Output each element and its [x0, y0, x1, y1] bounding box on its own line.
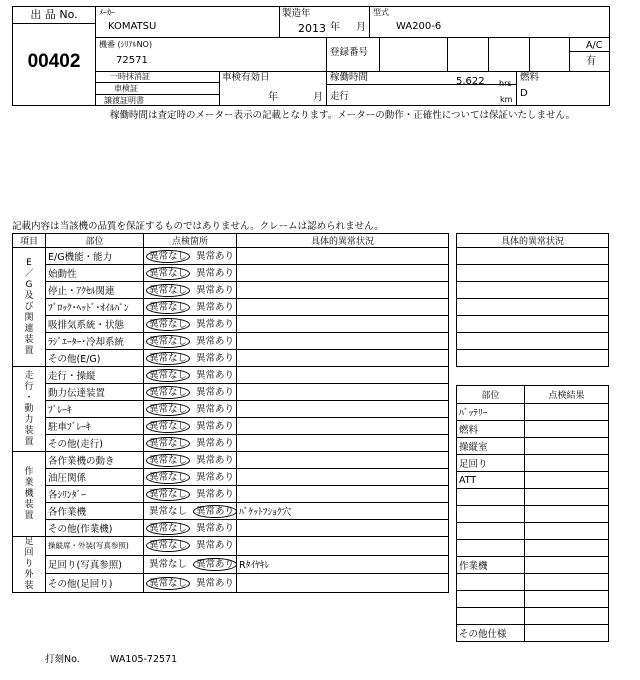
detail-cell — [237, 537, 449, 556]
part-cell: 駐車ﾌﾞﾚｰｷ — [46, 418, 144, 435]
detail-cell — [237, 265, 449, 282]
model-label: 型式 — [373, 8, 389, 17]
results-part-cell — [457, 540, 525, 557]
blank-cell — [457, 265, 609, 282]
detail-cell — [237, 384, 449, 401]
maker-divider — [279, 6, 280, 37]
status-abnormal: 異常あり — [196, 267, 235, 279]
status-normal: 異常なし — [146, 352, 190, 365]
status-cell — [144, 248, 237, 265]
table-row — [457, 608, 609, 625]
status-normal: 異常なし — [149, 558, 188, 570]
table-row — [457, 333, 609, 350]
category-char: 行 — [24, 381, 34, 392]
category-char: 力 — [24, 414, 34, 425]
cert-3: 譲渡証明書 — [104, 96, 144, 105]
part-cell: その他(足回り) — [46, 574, 144, 593]
lot-label: 出 品 No. — [30, 8, 78, 21]
status-abnormal: 異常あり — [193, 505, 236, 518]
part-cell: 吸排気系統・状態 — [46, 316, 144, 333]
cert-1: 一時抹消証 — [110, 72, 150, 81]
status-normal: 異常なし — [146, 369, 190, 382]
table-row — [457, 316, 609, 333]
table-row — [457, 350, 609, 367]
status-normal: 異常なし — [146, 522, 190, 535]
table-row — [457, 299, 609, 316]
table-row — [457, 421, 609, 438]
status-normal: 異常なし — [146, 386, 190, 399]
results-part-cell — [457, 523, 525, 540]
serial-value: 72571 — [116, 55, 148, 66]
status-cell — [144, 469, 237, 486]
model-value: WA200-6 — [396, 21, 442, 32]
category-char: E — [26, 257, 32, 268]
part-cell: E/G機能・能力 — [46, 248, 144, 265]
status-abnormal: 異常あり — [196, 335, 235, 347]
results-value-cell — [525, 472, 609, 489]
status-cell — [144, 333, 237, 350]
results-part-cell: ﾊﾞｯﾃﾘｰ — [457, 404, 525, 421]
reg-divider — [326, 37, 327, 71]
detail-cell — [237, 520, 449, 537]
reg-box-4 — [529, 37, 530, 71]
table-row — [457, 404, 609, 421]
status-cell — [144, 486, 237, 503]
status-normal: 異常なし — [146, 267, 190, 280]
ac-label: A/C — [586, 40, 603, 51]
status-abnormal: 異常あり — [196, 250, 235, 262]
table-row — [13, 469, 449, 486]
hours-note: 稼働時間は査定時のメーター表示の記載となります。メーターの動作・正確性については保証いたしません。 — [110, 110, 576, 121]
status-normal: 異常なし — [146, 284, 190, 297]
category-char: 機 — [24, 488, 34, 499]
results-part-cell: その他仕様 — [457, 625, 525, 642]
results-part-cell — [457, 591, 525, 608]
table-row — [457, 282, 609, 299]
maker-value: KOMATSU — [108, 21, 157, 32]
category-char: 回 — [24, 548, 34, 558]
results-value-cell — [525, 625, 609, 642]
table-row — [457, 574, 609, 591]
status-abnormal: 異常あり — [196, 454, 235, 466]
year-label: 製造年 — [282, 8, 311, 19]
table-row — [457, 523, 609, 540]
year-value: 2013 — [298, 22, 326, 35]
stamp-value: WA105-72571 — [110, 654, 178, 665]
table-row — [457, 625, 609, 642]
category-char: G — [25, 279, 33, 290]
month-unit: 月 — [356, 22, 366, 33]
category-char: 装 — [24, 425, 34, 436]
status-abnormal: 異常あり — [196, 437, 235, 449]
detail-cell — [237, 435, 449, 452]
category-label — [13, 452, 46, 537]
status-abnormal: 異常あり — [196, 284, 235, 296]
status-cell — [144, 435, 237, 452]
part-cell: その他(E/G) — [46, 350, 144, 367]
disclaimer: 記載内容は当該機の品質を保証するものではありません。クレームは認められません。 — [12, 221, 384, 232]
hours-line — [326, 84, 516, 85]
fuel-value: D — [520, 88, 528, 99]
results-value-cell — [525, 574, 609, 591]
category-char: 連 — [24, 323, 34, 334]
results-part-cell — [457, 489, 525, 506]
status-abnormal: 異常あり — [196, 540, 235, 552]
detail-cell — [237, 574, 449, 593]
table-row — [457, 591, 609, 608]
table-row — [457, 248, 609, 265]
status-normal: 異常なし — [146, 318, 190, 331]
part-cell: 各作業機 — [46, 503, 144, 520]
status-cell — [144, 537, 237, 556]
year-divider — [369, 6, 370, 37]
status-normal: 異常なし — [146, 301, 190, 314]
category-char: び — [24, 301, 34, 312]
right-detail-table — [456, 233, 609, 367]
status-normal: 異常なし — [146, 437, 190, 450]
status-cell — [144, 452, 237, 469]
table-row — [13, 452, 449, 469]
category-char: ・ — [24, 392, 34, 403]
cert-line-1 — [96, 82, 219, 83]
inspect-label: 車検有効日 — [222, 72, 270, 83]
part-cell: 各ｼﾘﾝﾀﾞｰ — [46, 486, 144, 503]
table-row — [13, 265, 449, 282]
table-row — [457, 438, 609, 455]
status-cell — [144, 574, 237, 593]
status-normal: 異常なし — [146, 539, 190, 552]
results-col-result: 点検結果 — [525, 386, 609, 404]
hours-value: 5,622 — [456, 76, 485, 87]
detail-cell — [237, 316, 449, 333]
blank-cell — [457, 316, 609, 333]
part-cell: 各作業機の動き — [46, 452, 144, 469]
detail-cell — [237, 367, 449, 384]
table-row — [457, 455, 609, 472]
category-char: 動 — [24, 403, 34, 414]
part-cell: 動力伝達装置 — [46, 384, 144, 401]
table-row — [457, 265, 609, 282]
hours-label: 稼働時間 — [330, 72, 369, 83]
hours-unit: hrs — [499, 79, 512, 88]
reg-box-3 — [488, 37, 489, 71]
results-table — [456, 385, 609, 642]
part-cell: その他(作業機) — [46, 520, 144, 537]
results-part-cell — [457, 608, 525, 625]
reg-label: 登録番号 — [330, 47, 369, 58]
blank-cell — [457, 350, 609, 367]
category-char: 置 — [24, 436, 34, 447]
results-part-cell: ATT — [457, 472, 525, 489]
km-unit: km — [500, 95, 513, 104]
part-cell: ﾌﾞﾛｯｸ･ﾍｯﾄﾞ･ｵｲﾙﾊﾟﾝ — [46, 299, 144, 316]
detail-cell — [237, 418, 449, 435]
table-row — [13, 574, 449, 593]
table-row — [13, 384, 449, 401]
category-char: 装 — [24, 581, 34, 591]
category-char: 及 — [24, 290, 34, 301]
category-char: 足 — [24, 537, 34, 547]
part-cell: 走行・操縦 — [46, 367, 144, 384]
reg-box-1 — [379, 37, 380, 71]
status-normal: 異常なし — [146, 420, 190, 433]
status-abnormal: 異常あり — [196, 522, 235, 534]
status-abnormal: 異常あり — [196, 577, 235, 589]
category-char: り — [24, 559, 34, 569]
blank-cell — [457, 333, 609, 350]
part-cell: 足回り(写真参照) — [46, 555, 144, 574]
part-cell: 操縦席・外装(写真参照) — [46, 537, 144, 556]
detail-cell: Rﾀｲﾔｷﾚ — [237, 555, 449, 574]
category-char: 作 — [24, 466, 34, 477]
status-abnormal: 異常あり — [196, 386, 235, 398]
category-label — [13, 248, 46, 367]
cert-line-2 — [96, 94, 219, 95]
results-part-cell: 操縦室 — [457, 438, 525, 455]
table-row — [13, 367, 449, 384]
reg-box-2 — [447, 37, 448, 71]
header-line-1 — [96, 37, 610, 38]
status-abnormal: 異常あり — [196, 318, 235, 330]
detail-cell — [237, 452, 449, 469]
table-row — [457, 472, 609, 489]
status-abnormal: 異常あり — [193, 558, 236, 571]
category-char: 置 — [24, 510, 34, 521]
table-row — [457, 557, 609, 574]
category-char: 置 — [24, 345, 34, 356]
results-part-cell — [457, 506, 525, 523]
status-normal: 異常なし — [146, 335, 190, 348]
status-normal: 異常なし — [146, 250, 190, 263]
fuel-label: 燃料 — [520, 72, 540, 83]
table-row — [13, 486, 449, 503]
col-item: 項目 — [13, 234, 46, 248]
table-row — [13, 299, 449, 316]
status-abnormal: 異常あり — [196, 488, 235, 500]
category-char: 関 — [24, 312, 34, 323]
ac-line — [569, 51, 610, 52]
results-value-cell — [525, 506, 609, 523]
right-detail-header: 具体的異常状況 — [457, 234, 609, 248]
inspect-year: 年 — [268, 92, 278, 103]
lot-number: 00402 — [27, 51, 81, 72]
part-cell: 油圧関係 — [46, 469, 144, 486]
detail-cell — [237, 486, 449, 503]
status-abnormal: 異常あり — [196, 471, 235, 483]
results-part-cell: 燃料 — [457, 421, 525, 438]
year-unit: 年 — [330, 22, 340, 33]
table-row — [13, 503, 449, 520]
fuel-divider — [516, 71, 517, 106]
status-cell — [144, 282, 237, 299]
table-row — [13, 537, 449, 556]
category-label — [13, 367, 46, 452]
inspect-month: 月 — [313, 92, 323, 103]
table-row — [13, 418, 449, 435]
maker-label: ﾒｰｶｰ — [99, 8, 115, 17]
detail-cell — [237, 333, 449, 350]
results-value-cell — [525, 421, 609, 438]
category-char: 装 — [24, 499, 34, 510]
results-value-cell — [525, 455, 609, 472]
col-detail: 具体的異常状況 — [237, 234, 449, 248]
status-abnormal: 異常あり — [196, 352, 235, 364]
status-cell — [144, 520, 237, 537]
serial-label: 機番 (ｼﾘｱﾙNO) — [99, 40, 153, 49]
ac-value: 有 — [586, 56, 596, 67]
status-cell — [144, 350, 237, 367]
status-normal: 異常なし — [149, 505, 188, 517]
results-part-cell: 作業機 — [457, 557, 525, 574]
category-char: 装 — [24, 334, 34, 345]
part-cell: 停止・ｱｸｾﾙ関連 — [46, 282, 144, 299]
inspection-table — [12, 233, 449, 593]
travel-label: 走行 — [330, 91, 350, 102]
part-cell: ﾗｼﾞｴｰﾀｰ･冷却系統 — [46, 333, 144, 350]
table-row — [13, 333, 449, 350]
status-normal: 異常なし — [146, 488, 190, 501]
detail-cell — [237, 248, 449, 265]
detail-cell — [237, 401, 449, 418]
status-abnormal: 異常あり — [196, 369, 235, 381]
table-row — [13, 520, 449, 537]
status-normal: 異常なし — [146, 454, 190, 467]
table-row — [457, 489, 609, 506]
part-cell: 始動性 — [46, 265, 144, 282]
cert-2: 車検証 — [114, 84, 138, 93]
category-char: ／ — [24, 268, 34, 279]
table-row — [457, 540, 609, 557]
category-char: 外 — [24, 570, 34, 580]
status-cell — [144, 384, 237, 401]
status-cell — [144, 367, 237, 384]
blank-cell — [457, 282, 609, 299]
cert-divider — [219, 71, 220, 106]
detail-cell — [237, 299, 449, 316]
category-label — [13, 537, 46, 593]
status-cell — [144, 503, 237, 520]
results-value-cell — [525, 591, 609, 608]
status-cell — [144, 401, 237, 418]
category-char: 走 — [24, 370, 34, 381]
blank-cell — [457, 299, 609, 316]
ac-divider — [569, 37, 570, 71]
detail-cell — [237, 282, 449, 299]
status-cell — [144, 299, 237, 316]
results-value-cell — [525, 557, 609, 574]
table-row — [13, 316, 449, 333]
status-normal: 異常なし — [146, 471, 190, 484]
table-row — [13, 248, 449, 265]
stamp-label: 打刻No. — [45, 654, 80, 665]
category-char: 業 — [24, 477, 34, 488]
results-value-cell — [525, 540, 609, 557]
table-row — [13, 350, 449, 367]
results-value-cell — [525, 523, 609, 540]
status-abnormal: 異常あり — [196, 301, 235, 313]
status-cell — [144, 555, 237, 574]
status-cell — [144, 265, 237, 282]
table-row — [457, 506, 609, 523]
table-row — [13, 282, 449, 299]
table-row — [13, 435, 449, 452]
status-normal: 異常なし — [146, 403, 190, 416]
part-cell: その他(走行) — [46, 435, 144, 452]
status-cell — [144, 316, 237, 333]
results-value-cell — [525, 608, 609, 625]
detail-cell: ﾊﾞｹｯﾄﾌｼｮｸ穴 — [237, 503, 449, 520]
results-col-part: 部位 — [457, 386, 525, 404]
results-part-cell: 足回り — [457, 455, 525, 472]
col-point: 点検箇所 — [144, 234, 237, 248]
table-row — [13, 401, 449, 418]
status-abnormal: 異常あり — [196, 403, 235, 415]
status-abnormal: 異常あり — [196, 420, 235, 432]
results-part-cell — [457, 574, 525, 591]
col-part: 部位 — [46, 234, 144, 248]
status-normal: 異常なし — [146, 577, 190, 590]
part-cell: ﾌﾞﾚｰｷ — [46, 401, 144, 418]
results-value-cell — [525, 438, 609, 455]
detail-cell — [237, 469, 449, 486]
results-value-cell — [525, 404, 609, 421]
table-row — [13, 555, 449, 574]
status-cell — [144, 418, 237, 435]
blank-cell — [457, 248, 609, 265]
results-value-cell — [525, 489, 609, 506]
detail-cell — [237, 350, 449, 367]
hours-divider — [326, 71, 327, 106]
